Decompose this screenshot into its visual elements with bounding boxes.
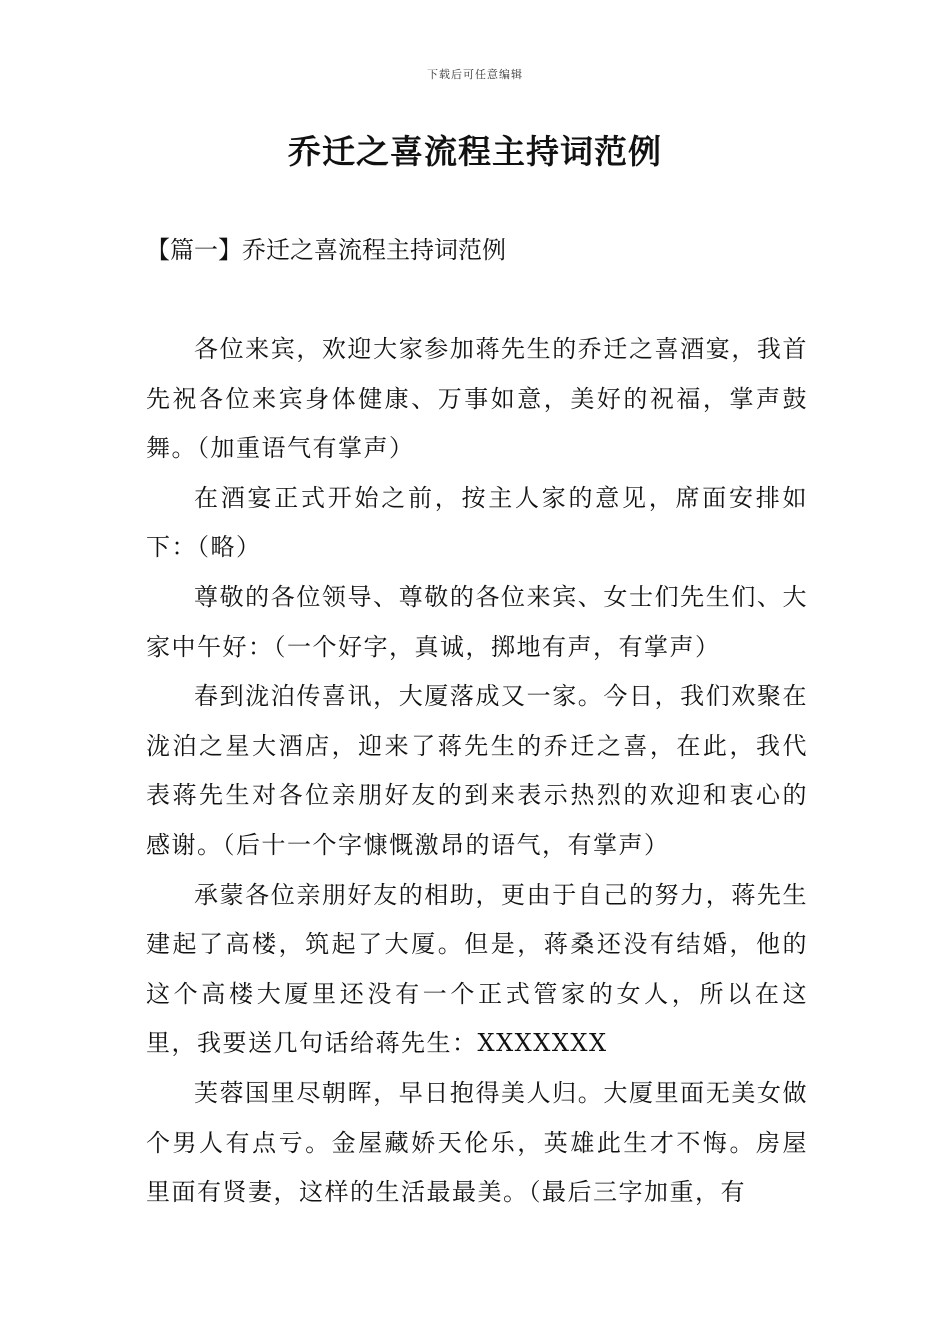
section-heading: 【篇一】乔迁之喜流程主持词范例 <box>146 236 506 264</box>
paragraph-greeting: 尊敬的各位领导、尊敬的各位来宾、女士们先生们、大家中午好：（一个好字，真诚，掷地有声，有掌声） <box>146 582 808 661</box>
header-note: 下载后可任意编辑 <box>427 68 523 81</box>
paragraph-occasion: 春到泷泊传喜讯，大厦落成又一家。今日，我们欢聚在泷泊之星大酒店，迎来了蒋先生的乔迁之喜，在此，我代表蒋先生对各位亲朋好友的到来表示热烈的欢迎和衷心的感谢。（后十一个字慷慨激昂的语气，有掌声） <box>146 682 808 859</box>
paragraph-achievement: 承蒙各位亲朋好友的相助，更由于自己的努力，蒋先生建起了高楼，筑起了大厦。但是，蒋桑还没有结婚，他的这个高楼大厦里还没有一个正式管家的女人，所以在这里，我要送几句话给蒋先生：XXXXXXX <box>146 880 808 1058</box>
paragraph-seating: 在酒宴正式开始之前，按主人家的意见，席面安排如下：（略） <box>146 483 808 562</box>
paragraph-blessing: 芙蓉国里尽朝晖，早日抱得美人归。大厦里面无美女做个男人有点亏。金屋藏娇天伦乐，英雄此生才不悔。房屋里面有贤妻，这样的生活最最美。（最后三字加重，有 <box>146 1078 808 1207</box>
document-title: 乔迁之喜流程主持词范例 <box>288 132 662 171</box>
document-body <box>146 325 808 1218</box>
paragraph-welcome: 各位来宾，欢迎大家参加蒋先生的乔迁之喜酒宴，我首先祝各位来宾身体健康、万事如意，美好的祝福，掌声鼓舞。（加重语气有掌声） <box>146 335 808 463</box>
